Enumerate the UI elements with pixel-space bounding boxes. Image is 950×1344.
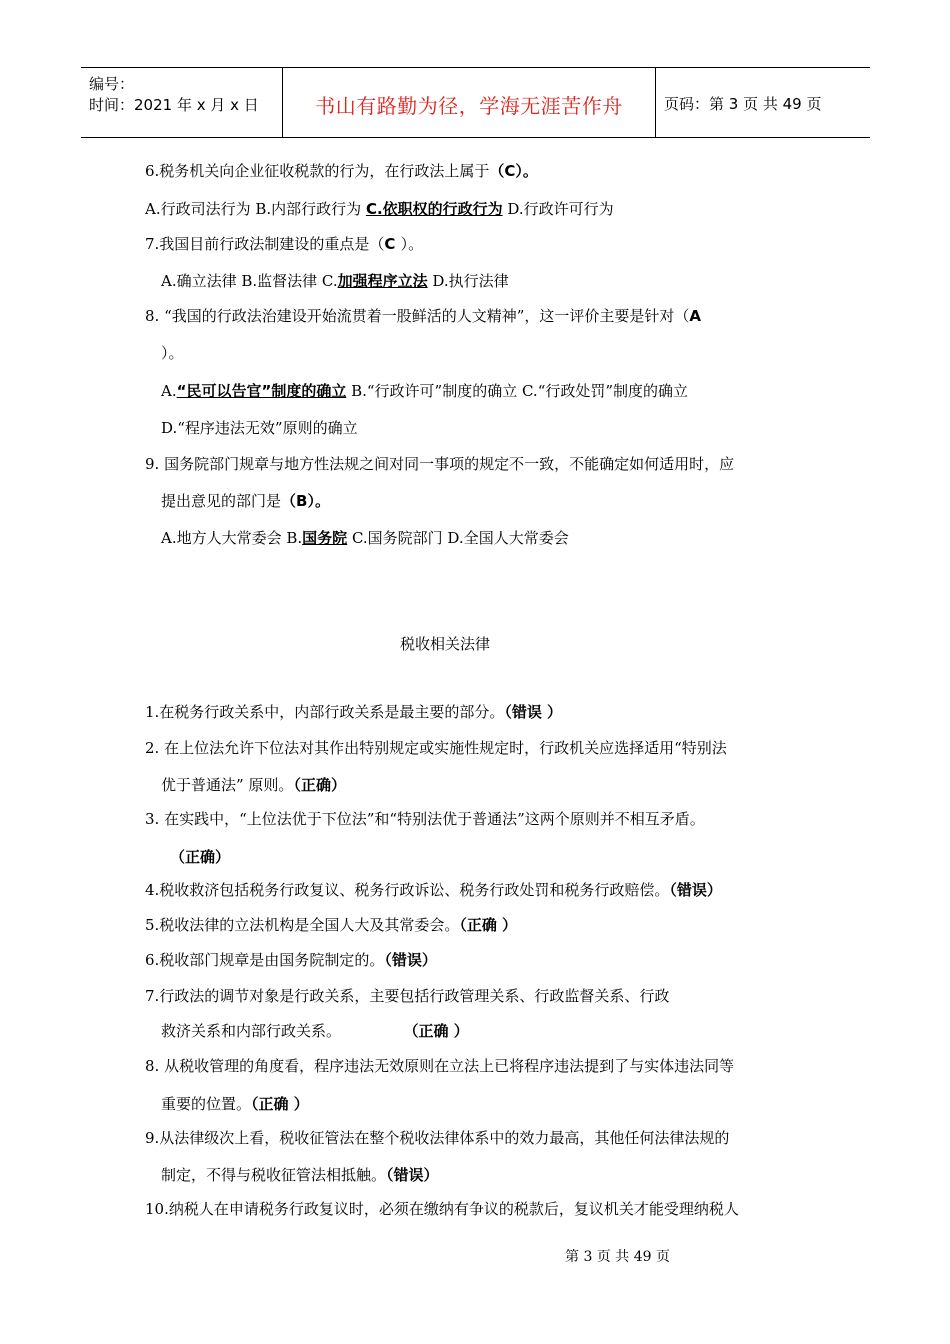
correct-option: “民可以告官”制度的确立 bbox=[176, 382, 347, 400]
option-text: A. bbox=[161, 382, 177, 400]
statement-text: 4.税收救济包括税务行政复议、税务行政诉讼、税务行政处罚和税务行政赔偿。 bbox=[145, 881, 670, 899]
answer-key: （错误 ） bbox=[504, 703, 563, 721]
question-7-options bbox=[161, 271, 509, 291]
page-footer: 第 3 页 共 49 页 bbox=[565, 1249, 670, 1265]
statement-text: 优于普通法” 原则。 bbox=[161, 776, 294, 794]
tf-item-4 bbox=[145, 880, 722, 900]
tf-item-9-line2 bbox=[161, 1165, 439, 1185]
section-title: 税收相关法律 bbox=[399, 635, 490, 653]
header-meta bbox=[89, 74, 259, 116]
question-text: 7.我国目前行政法制建设的重点是（ bbox=[145, 235, 385, 253]
statement-text: 救济关系和内部行政关系。 bbox=[161, 1022, 342, 1040]
answer-key: （正确） bbox=[293, 776, 346, 794]
header-page-number: 页码：第 3 页 共 49 页 bbox=[664, 95, 822, 113]
tf-item-3-answer: （正确） bbox=[170, 848, 231, 866]
header-motto: 书山有路勤为径，学海无涯苦作舟 bbox=[315, 94, 623, 118]
answer-key: （错误） bbox=[386, 1166, 439, 1184]
option-text: D.行政许可行为 bbox=[502, 200, 614, 218]
statement-text: 1.在税务行政关系中，内部行政关系是最主要的部分。 bbox=[145, 703, 505, 721]
tf-item-2-line1: 2. 在上位法允许下位法对其作出特别规定或实施性规定时，行政机关应选择适用“特别法 bbox=[145, 739, 727, 757]
answer-key: （正确 ） bbox=[251, 1095, 309, 1113]
question-8-stem-line2: ）。 bbox=[161, 344, 184, 362]
question-text: ）。 bbox=[400, 235, 424, 253]
question-8-stem-line1 bbox=[145, 306, 701, 326]
tf-item-2-line2 bbox=[161, 775, 346, 795]
tf-item-7-line2 bbox=[161, 1021, 469, 1041]
option-text: D.执行法律 bbox=[427, 272, 509, 290]
answer-key: （C）。 bbox=[489, 162, 538, 180]
answer-key: （正确 ） bbox=[459, 916, 518, 934]
statement-text: 制定，不得与税收征管法相抵触。 bbox=[161, 1166, 387, 1184]
answer-key: A bbox=[689, 307, 702, 325]
option-text: B.“行政许可”制度的确立 C.“行政处罚”制度的确立 bbox=[346, 382, 689, 400]
tf-item-1 bbox=[145, 702, 562, 722]
question-text: 提出意见的部门是 bbox=[161, 492, 282, 510]
tf-item-3-line1: 3. 在实践中，“上位法优于下位法”和“特别法优于普通法”这两个原则并不相互矛盾。 bbox=[145, 810, 705, 828]
question-text: 6.税务机关向企业征收税款的行为，在行政法上属于 bbox=[145, 162, 490, 180]
question-6-options bbox=[145, 199, 614, 219]
tf-item-10-line1: 10.纳税人在申请税务行政复议时，必须在缴纳有争议的税款后，复议机关才能受理纳税人 bbox=[145, 1200, 739, 1218]
option-text: C.国务院部门 D.全国人大常委会 bbox=[347, 529, 569, 547]
option-text: A.地方人大常委会 B. bbox=[161, 529, 303, 547]
correct-option: 国务院 bbox=[302, 529, 348, 547]
correct-option: 加强程序立法 bbox=[337, 272, 428, 290]
tf-item-6 bbox=[145, 950, 437, 970]
tf-item-8-line2 bbox=[161, 1094, 309, 1114]
tf-item-8-line1: 8. 从税收管理的角度看，程序违法无效原则在立法上已将程序违法提到了与实体违法同等 bbox=[145, 1057, 735, 1075]
tf-item-9-line1: 9.从法律级次上看，税收征管法在整个税收法律体系中的效力最高，其他任何法律法规的 bbox=[145, 1129, 730, 1147]
page-header bbox=[81, 67, 870, 138]
option-text: A.行政司法行为 B.内部行政行为 bbox=[145, 200, 366, 218]
answer-key: （错误） bbox=[669, 881, 722, 899]
statement-text: 重要的位置。 bbox=[161, 1095, 252, 1113]
statement-text: 5.税收法律的立法机构是全国人大及其常委会。 bbox=[145, 916, 460, 934]
question-9-stem-line2 bbox=[161, 491, 330, 511]
option-text: A.确立法律 B.监督法律 C. bbox=[161, 272, 338, 290]
question-9-stem-line1: 9. 国务院部门规章与地方性法规之间对同一事项的规定不一致，不能确定如何适用时，应 bbox=[145, 455, 735, 473]
document-date: 时间：2021 年 x 月 x 日 bbox=[89, 96, 259, 114]
statement-text: 6.税收部门规章是由国务院制定的。 bbox=[145, 951, 385, 969]
question-9-options bbox=[161, 528, 569, 548]
question-8-options bbox=[161, 381, 688, 401]
document-number-label: 编号： bbox=[89, 75, 135, 93]
answer-key: （正确 ） bbox=[411, 1022, 469, 1040]
question-6-stem bbox=[145, 161, 538, 181]
tf-item-5 bbox=[145, 915, 517, 935]
answer-key: （错误） bbox=[384, 951, 437, 969]
correct-option: C.依职权的行政行为 bbox=[365, 200, 503, 218]
question-text: 8. “我国的行政法治建设开始流贯着一股鲜活的人文精神”，这一评价主要是针对（ bbox=[145, 307, 690, 325]
answer-key: C bbox=[384, 235, 401, 253]
tf-item-7-line1: 7.行政法的调节对象是行政关系，主要包括行政管理关系、行政监督关系、行政 bbox=[145, 987, 670, 1005]
question-7-stem bbox=[145, 234, 423, 254]
answer-key: （B）。 bbox=[281, 492, 330, 510]
question-8-option-d: D.“程序违法无效”原则的确立 bbox=[161, 419, 358, 437]
header-divider bbox=[655, 68, 656, 137]
